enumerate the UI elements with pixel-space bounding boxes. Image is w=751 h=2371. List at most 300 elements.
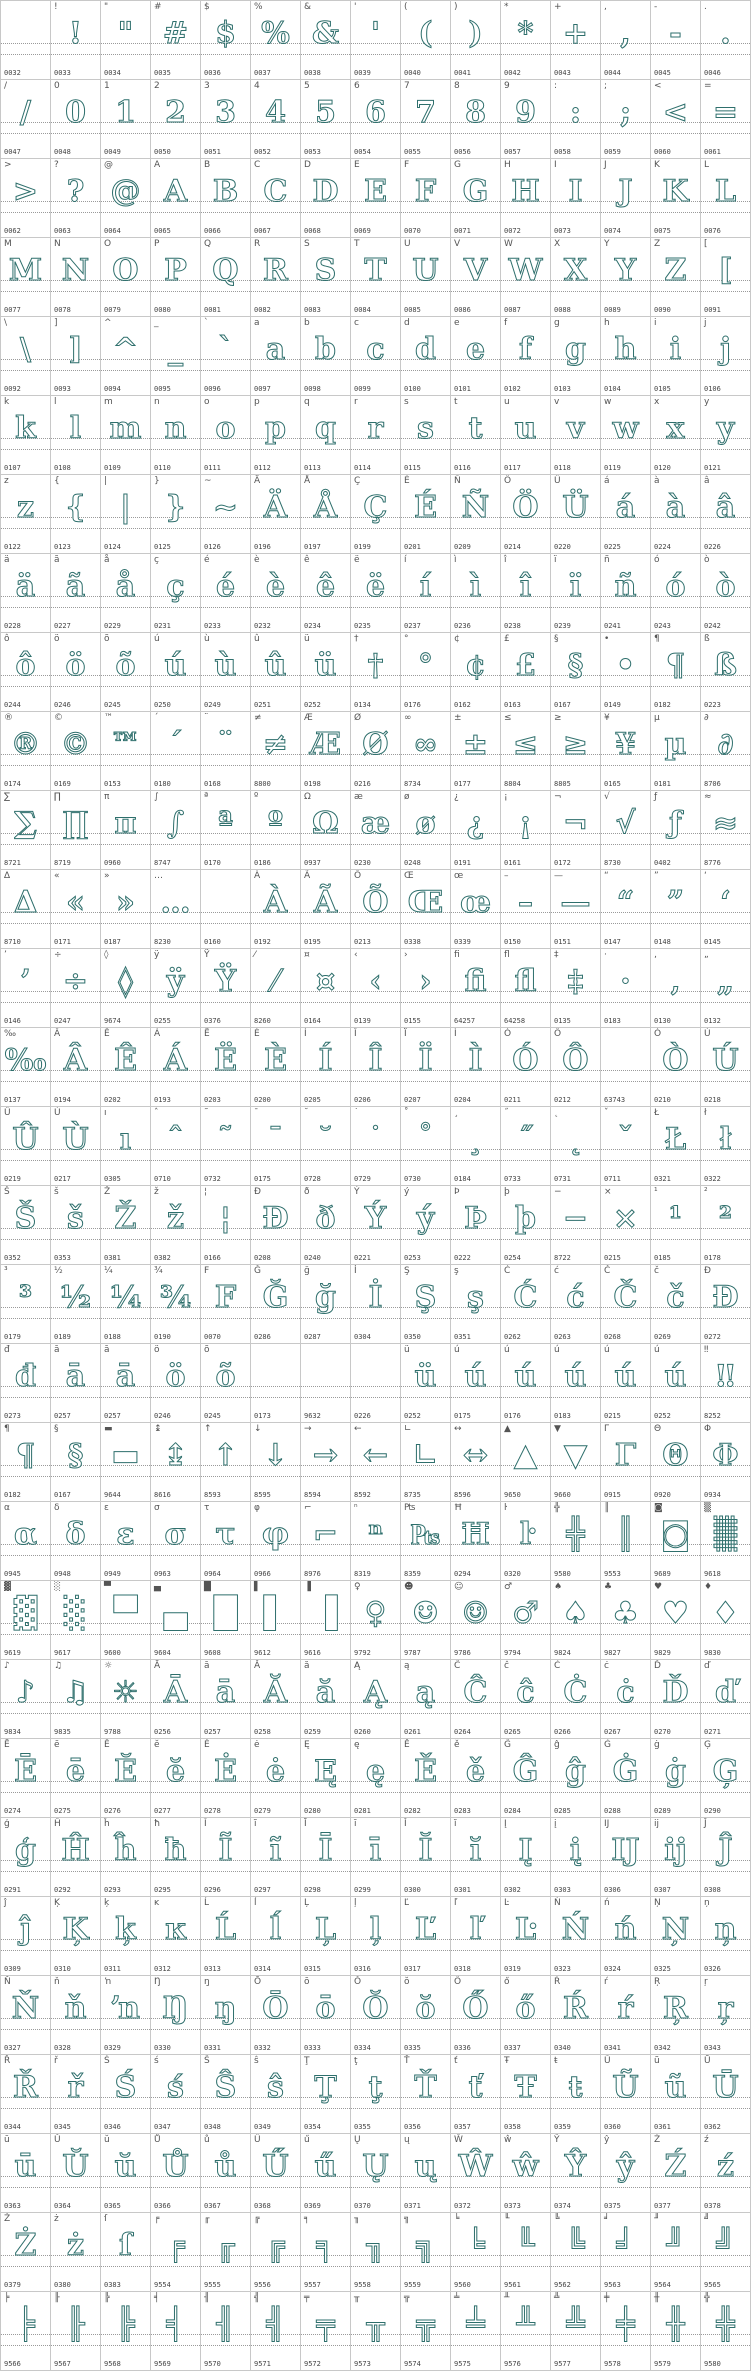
glyph-sample: ♫: [62, 1675, 89, 1710]
glyph-sample: ¹: [668, 1201, 683, 1236]
glyph-label: ☻: [404, 1582, 414, 1592]
glyph-sample: ◙: [660, 1517, 691, 1552]
glyph-sample: õ: [115, 648, 136, 683]
glyph-label: Ê: [104, 1029, 110, 1039]
glyph-label: đ: [4, 1345, 10, 1355]
glyph-sample: [: [718, 253, 733, 288]
glyph-sample: Ú: [712, 1043, 739, 1078]
descender-guide: [501, 1634, 550, 1635]
glyph-sample: ¬: [562, 806, 589, 841]
glyph-label: ]: [54, 318, 58, 328]
glyph-code: 0254: [504, 1254, 521, 1262]
glyph-label: /: [4, 81, 8, 91]
descender-guide: [651, 528, 700, 529]
glyph-cell: [51, 1265, 101, 1344]
glyph-code: 0286: [254, 1333, 271, 1341]
glyph-sample: b: [315, 332, 336, 367]
descender-guide: [401, 1239, 450, 1240]
glyph-label: @: [104, 160, 113, 170]
glyph-label: ĭ: [454, 1819, 457, 1829]
glyph-code: 0202: [104, 1096, 121, 1104]
glyph-code: 0323: [554, 1965, 571, 1973]
descender-guide: [601, 607, 650, 608]
glyph-cell: [251, 791, 301, 870]
glyph-cell: [601, 791, 651, 870]
glyph-code: 0963: [154, 1570, 171, 1578]
glyph-cell: [551, 949, 601, 1028]
glyph-sample: Þ: [464, 1201, 487, 1236]
glyph-code: 0146: [4, 1017, 21, 1025]
descender-guide: [51, 449, 100, 450]
glyph-label: ˘: [304, 1108, 309, 1118]
descender-guide: [601, 2266, 650, 2267]
glyph-cell: [601, 1186, 651, 1265]
descender-guide: [101, 2187, 150, 2188]
glyph-sample: ╟: [66, 2307, 85, 2342]
glyph-code: 0949: [104, 1570, 121, 1578]
descender-guide: [1, 765, 50, 766]
glyph-code: 0064: [104, 227, 121, 235]
glyph-cell: [201, 633, 251, 712]
glyph-cell: [701, 1502, 751, 1581]
glyph-cell: [401, 554, 451, 633]
glyph-cell: [151, 1423, 201, 1502]
glyph-sample: ü: [314, 648, 337, 683]
glyph-cell: [151, 2134, 201, 2213]
glyph-cell: [101, 870, 151, 949]
glyph-code: 0966: [254, 1570, 271, 1578]
glyph-code: 0199: [354, 543, 371, 551]
glyph-code: 0196: [254, 543, 271, 551]
glyph-cell: [1, 1265, 51, 1344]
glyph-code: 0051: [204, 148, 221, 156]
glyph-cell: [451, 1, 501, 80]
glyph-sample: ˆ: [168, 1122, 183, 1157]
glyph-label: ▌: [254, 1582, 261, 1592]
glyph-code: 63743: [604, 1096, 626, 1104]
glyph-sample: ų: [414, 2149, 437, 2184]
descender-guide: [451, 1002, 500, 1003]
glyph-sample: ♠: [562, 1596, 589, 1631]
glyph-label: î: [504, 555, 507, 565]
glyph-sample: Ĳ: [611, 1833, 640, 1868]
glyph-code: 0135: [554, 1017, 571, 1025]
glyph-code: 0226: [354, 1412, 371, 1420]
glyph-sample: {: [65, 490, 86, 525]
descender-guide: [51, 686, 100, 687]
descender-guide: [201, 449, 250, 450]
glyph-cell: [651, 1028, 701, 1107]
glyph-label: W: [504, 239, 513, 249]
glyph-cell: [251, 2134, 301, 2213]
glyph-sample: ↑: [212, 1438, 239, 1473]
descender-guide: [351, 765, 400, 766]
glyph-code: 0066: [204, 227, 221, 235]
glyph-label: ý: [404, 1187, 410, 1197]
descender-guide: [51, 1160, 100, 1161]
glyph-cell: [101, 633, 151, 712]
glyph-sample: a: [265, 332, 286, 367]
glyph-sample: Ņ: [661, 1912, 690, 1947]
glyph-cell: [201, 1344, 251, 1423]
glyph-cell: [451, 396, 501, 475]
descender-guide: [201, 291, 250, 292]
glyph-code: 9834: [4, 1728, 21, 1736]
descender-guide: [201, 686, 250, 687]
descender-guide: [251, 765, 300, 766]
descender-guide: [1, 2266, 50, 2267]
glyph-sample: ╖: [366, 2228, 385, 2263]
descender-guide: [301, 1239, 350, 1240]
glyph-label: Ť: [404, 2056, 410, 2066]
glyph-label: a: [254, 318, 260, 328]
glyph-cell: [101, 238, 151, 317]
descender-guide: [1, 2029, 50, 2030]
descender-guide: [151, 449, 200, 450]
glyph-code: 0284: [504, 1807, 521, 1815]
glyph-cell: [351, 80, 401, 159]
glyph-sample: ¿: [466, 806, 485, 841]
glyph-label: g: [554, 318, 560, 328]
glyph-sample: ∆: [14, 885, 37, 920]
descender-guide: [551, 2266, 600, 2267]
glyph-label: δ: [54, 1503, 60, 1513]
glyph-sample: ╘: [466, 2228, 485, 2263]
glyph-cell: [701, 1818, 751, 1897]
descender-guide: [451, 1792, 500, 1793]
glyph-sample: ļ: [369, 1912, 382, 1947]
glyph-sample: É: [414, 490, 437, 525]
glyph-cell: [251, 159, 301, 238]
descender-guide: [101, 1476, 150, 1477]
glyph-label: Ī: [304, 1819, 307, 1829]
glyph-label: Ţ: [304, 2056, 310, 2066]
glyph-code: 9689: [654, 1570, 671, 1578]
descender-guide: [351, 686, 400, 687]
glyph-code: 0234: [304, 622, 321, 630]
glyph-cell: [651, 1502, 701, 1581]
glyph-code: 0371: [404, 2202, 421, 2210]
glyph-cell: [251, 1976, 301, 2055]
glyph-label: !: [54, 2, 58, 12]
glyph-label: ╓: [204, 2214, 210, 2224]
glyph-cell: [251, 2055, 301, 2134]
descender-guide: [351, 1476, 400, 1477]
glyph-sample: ņ: [714, 1912, 737, 1947]
descender-guide: [401, 607, 450, 608]
descender-guide: [101, 291, 150, 292]
glyph-label: i: [654, 318, 657, 328]
glyph-cell: [601, 1107, 651, 1186]
glyph-sample: Ê: [114, 1043, 137, 1078]
glyph-code: 0280: [304, 1807, 321, 1815]
glyph-sample: ſ: [119, 2228, 132, 2263]
glyph-sample: ": [117, 16, 134, 51]
descender-guide: [1, 1476, 50, 1477]
glyph-sample: ♂: [512, 1596, 539, 1631]
glyph-cell: [101, 1028, 151, 1107]
descender-guide: [401, 686, 450, 687]
descender-guide: [501, 686, 550, 687]
glyph-cell: [51, 949, 101, 1028]
glyph-sample: Ĥ: [61, 1833, 90, 1868]
glyph-label: Ń: [554, 1898, 561, 1908]
glyph-cell: [301, 1976, 351, 2055]
glyph-cell: [1, 1581, 51, 1660]
glyph-code: 0960: [104, 859, 121, 867]
descender-guide: [701, 1871, 750, 1872]
descender-guide: [551, 844, 600, 845]
glyph-code: 0268: [604, 1333, 621, 1341]
glyph-label: Ÿ: [204, 950, 210, 960]
glyph-sample: Č: [613, 1280, 638, 1315]
glyph-sample: đ: [15, 1359, 36, 1394]
glyph-sample: Ĉ: [463, 1675, 488, 1710]
glyph-cell: [1, 80, 51, 159]
glyph-sample: ¤: [315, 964, 336, 999]
glyph-cell: [701, 1660, 751, 1739]
glyph-code: 0068: [304, 227, 321, 235]
descender-guide: [51, 291, 100, 292]
glyph-cell: [201, 2292, 251, 2371]
glyph-cell: [101, 475, 151, 554]
glyph-sample: ź: [716, 2149, 735, 2184]
glyph-code: 0293: [104, 1886, 121, 1894]
descender-guide: [401, 54, 450, 55]
descender-guide: [501, 1950, 550, 1951]
glyph-code: 0316: [354, 1965, 371, 1973]
glyph-label: G: [454, 160, 461, 170]
glyph-label: Ř: [4, 2056, 11, 2066]
glyph-sample: Š: [14, 1201, 37, 1236]
descender-guide: [701, 54, 750, 55]
descender-guide: [601, 1634, 650, 1635]
descender-guide: [51, 2187, 100, 2188]
glyph-cell: [301, 1423, 351, 1502]
glyph-sample: Ł: [664, 1122, 687, 1157]
glyph-sample: ≠: [262, 727, 289, 762]
glyph-code: 9570: [204, 2360, 221, 2368]
glyph-cell: [451, 2292, 501, 2371]
glyph-cell: [501, 2134, 551, 2213]
glyph-label: ċ: [604, 1661, 609, 1671]
glyph-code: 0139: [354, 1017, 371, 1025]
glyph-cell: [401, 949, 451, 1028]
glyph-code: 0252: [404, 1412, 421, 1420]
glyph-label: Þ: [454, 1187, 460, 1197]
glyph-cell: [251, 1186, 301, 1265]
glyph-code: 0180: [154, 780, 171, 788]
glyph-sample: …: [160, 885, 191, 920]
glyph-sample: ›: [419, 964, 432, 999]
glyph-label: →: [304, 1424, 312, 1434]
glyph-sample: Ż: [14, 2228, 37, 2263]
glyph-code: 0218: [704, 1096, 721, 1104]
descender-guide: [701, 1476, 750, 1477]
glyph-label: Ŝ: [204, 2056, 210, 2066]
descender-guide: [701, 528, 750, 529]
glyph-label: Ŗ: [654, 1977, 661, 1987]
descender-guide: [201, 2187, 250, 2188]
glyph-label: ∞: [404, 713, 412, 723]
descender-guide: [451, 844, 500, 845]
glyph-sample: ]: [68, 332, 83, 367]
glyph-cell: [151, 396, 201, 475]
glyph-sample: ı: [119, 1122, 132, 1157]
glyph-sample: ∟: [412, 1438, 439, 1473]
glyph-cell: [151, 1186, 201, 1265]
glyph-sample: õ: [215, 1359, 236, 1394]
glyph-sample: ė: [265, 1754, 286, 1789]
descender-guide: [501, 1792, 550, 1793]
descender-guide: [501, 1871, 550, 1872]
glyph-cell: [251, 317, 301, 396]
descender-guide: [351, 1871, 400, 1872]
glyph-label: ŭ: [104, 2135, 110, 2145]
glyph-sample: q: [315, 411, 336, 446]
descender-guide: [151, 370, 200, 371]
glyph-sample: ŭ: [114, 2149, 137, 2184]
glyph-sample: p: [265, 411, 286, 446]
glyph-sample: ▐: [313, 1596, 338, 1631]
glyph-cell: [51, 554, 101, 633]
glyph-code: 0107: [4, 464, 21, 472]
glyph-code: 0350: [404, 1333, 421, 1341]
glyph-sample: ‼: [716, 1359, 735, 1394]
glyph-code: 0067: [254, 227, 271, 235]
glyph-label: »: [104, 871, 110, 881]
descender-guide: [301, 1318, 350, 1319]
glyph-sample: 6: [365, 95, 386, 130]
descender-guide: [551, 1239, 600, 1240]
descender-guide: [451, 686, 500, 687]
glyph-cell: [551, 1581, 601, 1660]
glyph-label: ↑: [204, 1424, 212, 1434]
glyph-code: 0326: [704, 1965, 721, 1973]
descender-guide: [701, 607, 750, 608]
descender-guide: [301, 528, 350, 529]
glyph-cell: [1, 1976, 51, 2055]
glyph-sample: U: [412, 253, 439, 288]
glyph-code: 0056: [454, 148, 471, 156]
glyph-sample: Ī: [318, 1833, 333, 1868]
descender-guide: [1, 1002, 50, 1003]
glyph-code: 0252: [654, 1412, 671, 1420]
glyph-cell: [201, 2134, 251, 2213]
descender-guide: [601, 1871, 650, 1872]
glyph-code: 0346: [104, 2123, 121, 2131]
glyph-label: <: [654, 81, 662, 91]
descender-guide: [201, 1950, 250, 1951]
glyph-code: 0120: [654, 464, 671, 472]
descender-guide: [551, 1476, 600, 1477]
glyph-label: Ł: [654, 1108, 660, 1118]
glyph-label: ſ: [104, 2214, 108, 2224]
descender-guide: [501, 1239, 550, 1240]
glyph-cell: [451, 1028, 501, 1107]
descender-guide: [151, 2029, 200, 2030]
glyph-sample: »: [116, 885, 135, 920]
glyph-label: ╫: [654, 2293, 660, 2303]
glyph-label: ╝: [704, 2214, 710, 2224]
glyph-code: 0063: [54, 227, 71, 235]
glyph-cell: [351, 317, 401, 396]
glyph-sample: f: [519, 332, 532, 367]
glyph-sample: Ů: [162, 2149, 189, 2184]
glyph-cell: [301, 475, 351, 554]
glyph-code: 0375: [604, 2202, 621, 2210]
glyph-sample: â: [715, 490, 736, 525]
glyph-cell: [401, 2055, 451, 2134]
glyph-code: 9580: [704, 2360, 721, 2368]
glyph-label: Ű: [254, 2135, 261, 2145]
glyph-cell: [401, 1818, 451, 1897]
glyph-label: ☺: [454, 1582, 464, 1592]
glyph-sample: 4: [265, 95, 286, 130]
glyph-sample: I: [568, 174, 583, 209]
glyph-code: 0302: [504, 1886, 521, 1894]
glyph-sample: m: [109, 411, 142, 446]
glyph-cell: [351, 396, 401, 475]
glyph-label: ķ: [104, 1898, 110, 1908]
glyph-cell: [601, 554, 651, 633]
descender-guide: [201, 1634, 250, 1635]
glyph-code: 0363: [4, 2202, 21, 2210]
descender-guide: [651, 2187, 700, 2188]
glyph-sample: ó: [665, 569, 686, 604]
glyph-sample: ⁄: [272, 964, 278, 999]
glyph-cell: [101, 1660, 151, 1739]
glyph-sample: Ť: [414, 2070, 437, 2105]
glyph-label: ▄: [154, 1582, 161, 1592]
glyph-cell: [351, 1, 401, 80]
glyph-sample: ť: [468, 2070, 483, 2105]
glyph-cell: [451, 1818, 501, 1897]
descender-guide: [101, 2345, 150, 2346]
glyph-code: 0226: [704, 543, 721, 551]
glyph-code: 0337: [504, 2044, 521, 2052]
descender-guide: [351, 370, 400, 371]
glyph-sample: ā: [115, 1359, 136, 1394]
glyph-label: Ĥ: [54, 1819, 61, 1829]
glyph-code: 0310: [54, 1965, 71, 1973]
descender-guide: [151, 1002, 200, 1003]
descender-guide: [601, 1160, 650, 1161]
glyph-label: ½: [54, 1266, 63, 1276]
glyph-cell: [101, 1581, 151, 1660]
glyph-code: 0201: [404, 543, 421, 551]
glyph-cell: [401, 1581, 451, 1660]
glyph-label: ć: [554, 1266, 559, 1276]
glyph-cell: [101, 1186, 151, 1265]
glyph-code: 0342: [654, 2044, 671, 2052]
glyph-code: 0137: [4, 1096, 21, 1104]
glyph-label: Ì: [454, 1029, 457, 1039]
glyph-label: X: [554, 239, 561, 249]
glyph-sample: :: [569, 95, 582, 130]
glyph-code: 0322: [704, 1175, 721, 1183]
glyph-sample: Ĕ: [114, 1754, 137, 1789]
glyph-cell: [51, 1344, 101, 1423]
glyph-sample: Ô: [562, 1043, 589, 1078]
glyph-code: 0732: [204, 1175, 221, 1183]
glyph-label: ╪: [604, 2293, 610, 2303]
glyph-label: v: [554, 397, 560, 407]
descender-guide: [301, 1634, 350, 1635]
descender-guide: [701, 449, 750, 450]
descender-guide: [1, 370, 50, 371]
glyph-sample: M: [8, 253, 43, 288]
